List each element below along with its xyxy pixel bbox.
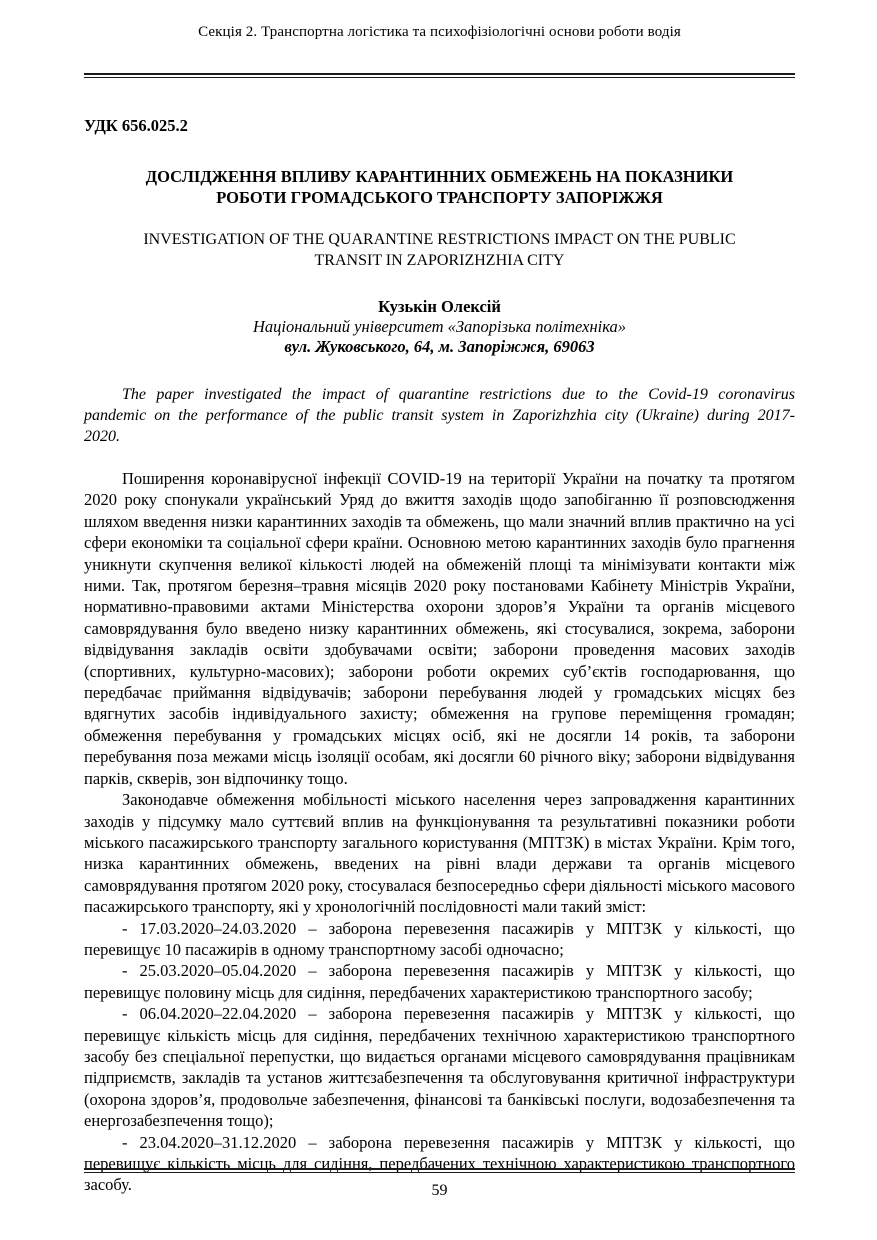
list-item-paragraph: - 23.04.2020–31.12.2020 – заборона перевезення пасажирів у МПТЗК у кількості, що перевищує кількість місць для сидіння, передбачених технічною характеристикою транспортного засобу. [84, 1132, 795, 1195]
list-item-paragraph: - 17.03.2020–24.03.2020 – заборона перевезення пасажирів у МПТЗК у кількості, що перевищує 10 пасажирів в одному транспортному засобі одночасно; [84, 918, 795, 959]
page-number: 59 [431, 1182, 448, 1199]
running-header: Секція 2. Транспортна логістика та психофізіологічні основи роботи водія [198, 24, 681, 40]
list-item-paragraph: - 06.04.2020–22.04.2020 – заборона перевезення пасажирів у МПТЗК у кількості, що перевищує кількість місць для сидіння, передбачених технічною характеристикою транспортного засобу без спеціальної перепустки, що видається органами місцевого самоврядування працівникам підприємств, закладів та установ життєзабезпечення та обслуговування критичної інфраструктури (охорона здоров’я, продовольче забезпечення, фінансові та банківські послуги, водозабезпечення та енергозабезпечення тощо); [84, 1004, 795, 1131]
author-affiliation: Національний університет «Запорізька політехніка» [252, 317, 627, 336]
footer-divider-rule [84, 1168, 795, 1173]
body-paragraph: Поширення коронавірусної інфекції COVID-19 на території України на початку та протягом 2020 року спонукали український Уряд до вжиття заходів щодо запобіганню її розповсюдження шляхом введення низки карантинних заходів та обмежень, що мали значний вплив практично на усі сфери економіки та соціальної сфери країни. Основною метою карантинних заходів було прагнення уникнути скупчення великої кількості людей на обмеженій площі та мінімізувати контакти між ними. Так, протягом березня–травня місяців 2020 року постановами Кабінету Міністрів України, нормативно-правовими актами Міністерства охорони здоров’я України та органів місцевого самоврядування було введено низку карантинних обмежень, які стосувалися, зокрема, заборони відвідування закладів освіти здобувачами освіти; заборони проведення масових заходів (спортивних, культурно-масових); заборони роботи окремих суб’єктів господарювання, що передбачає приймання відвідувачів; заборони перебування людей у громадських місцях без вдягнутих засобів індивідуального захисту; обмеження на групове переміщення громадян; обмеження перебування у громадських місцях осіб, які не досягли 14 років, та заборони перебування поза межами місць ізоляції особам, які досягли 60 річного віку; заборони відвідування парків, скверів, зон відпочинку тощо. [84, 469, 795, 788]
article-title-english: INVESTIGATION OF THE QUARANTINE RESTRICTIONS IMPACT ON THE PUBLIC TRANSIT IN ZAPORIZHZHIA CITY [143, 231, 736, 269]
udc-code: УДК 656.025.2 [84, 116, 188, 135]
affiliation-address: вул. Жуковського, 64, м. Запоріжжя, 69063 [284, 337, 595, 356]
article-body [84, 468, 795, 1196]
article-title-ukrainian: ДОСЛІДЖЕННЯ ВПЛИВУ КАРАНТИННИХ ОБМЕЖЕНЬ НА ПОКАЗНИКИ РОБОТИ ГРОМАДСЬКОГО ТРАНСПОРТУ ЗАПОРІЖЖЯ [145, 167, 734, 207]
body-paragraph: Законодавче обмеження мобільності міського населення через запровадження карантинних заходів у підсумку мало суттєвий вплив на функціонування та результативні показники роботи міського пасажирського транспорту загального користування (МПТЗК) в містах України. Крім того, низка карантинних обмежень, введених на рівні влади держави та органів місцевого самоврядування протягом 2020 року, стосувалася безпосередньо сфери діяльності міського масового пасажирського транспорту, які у хронологічній послідовності мали такий зміст: [84, 790, 795, 917]
header-divider-rule [84, 73, 795, 78]
abstract-text: The paper investigated the impact of quarantine restrictions due to the Covid-19 coronavirus pandemic on the performance of the public transit system in Zaporizhzhia city (Ukraine) during 2017-2020. [84, 386, 795, 445]
page-footer [84, 1168, 795, 1200]
author-name: Кузькін Олексій [378, 297, 501, 316]
list-item-paragraph: - 25.03.2020–05.04.2020 – заборона перевезення пасажирів у МПТЗК у кількості, що перевищує половину місць для сидіння, передбачених характеристикою транспортного засобу; [84, 961, 795, 1002]
